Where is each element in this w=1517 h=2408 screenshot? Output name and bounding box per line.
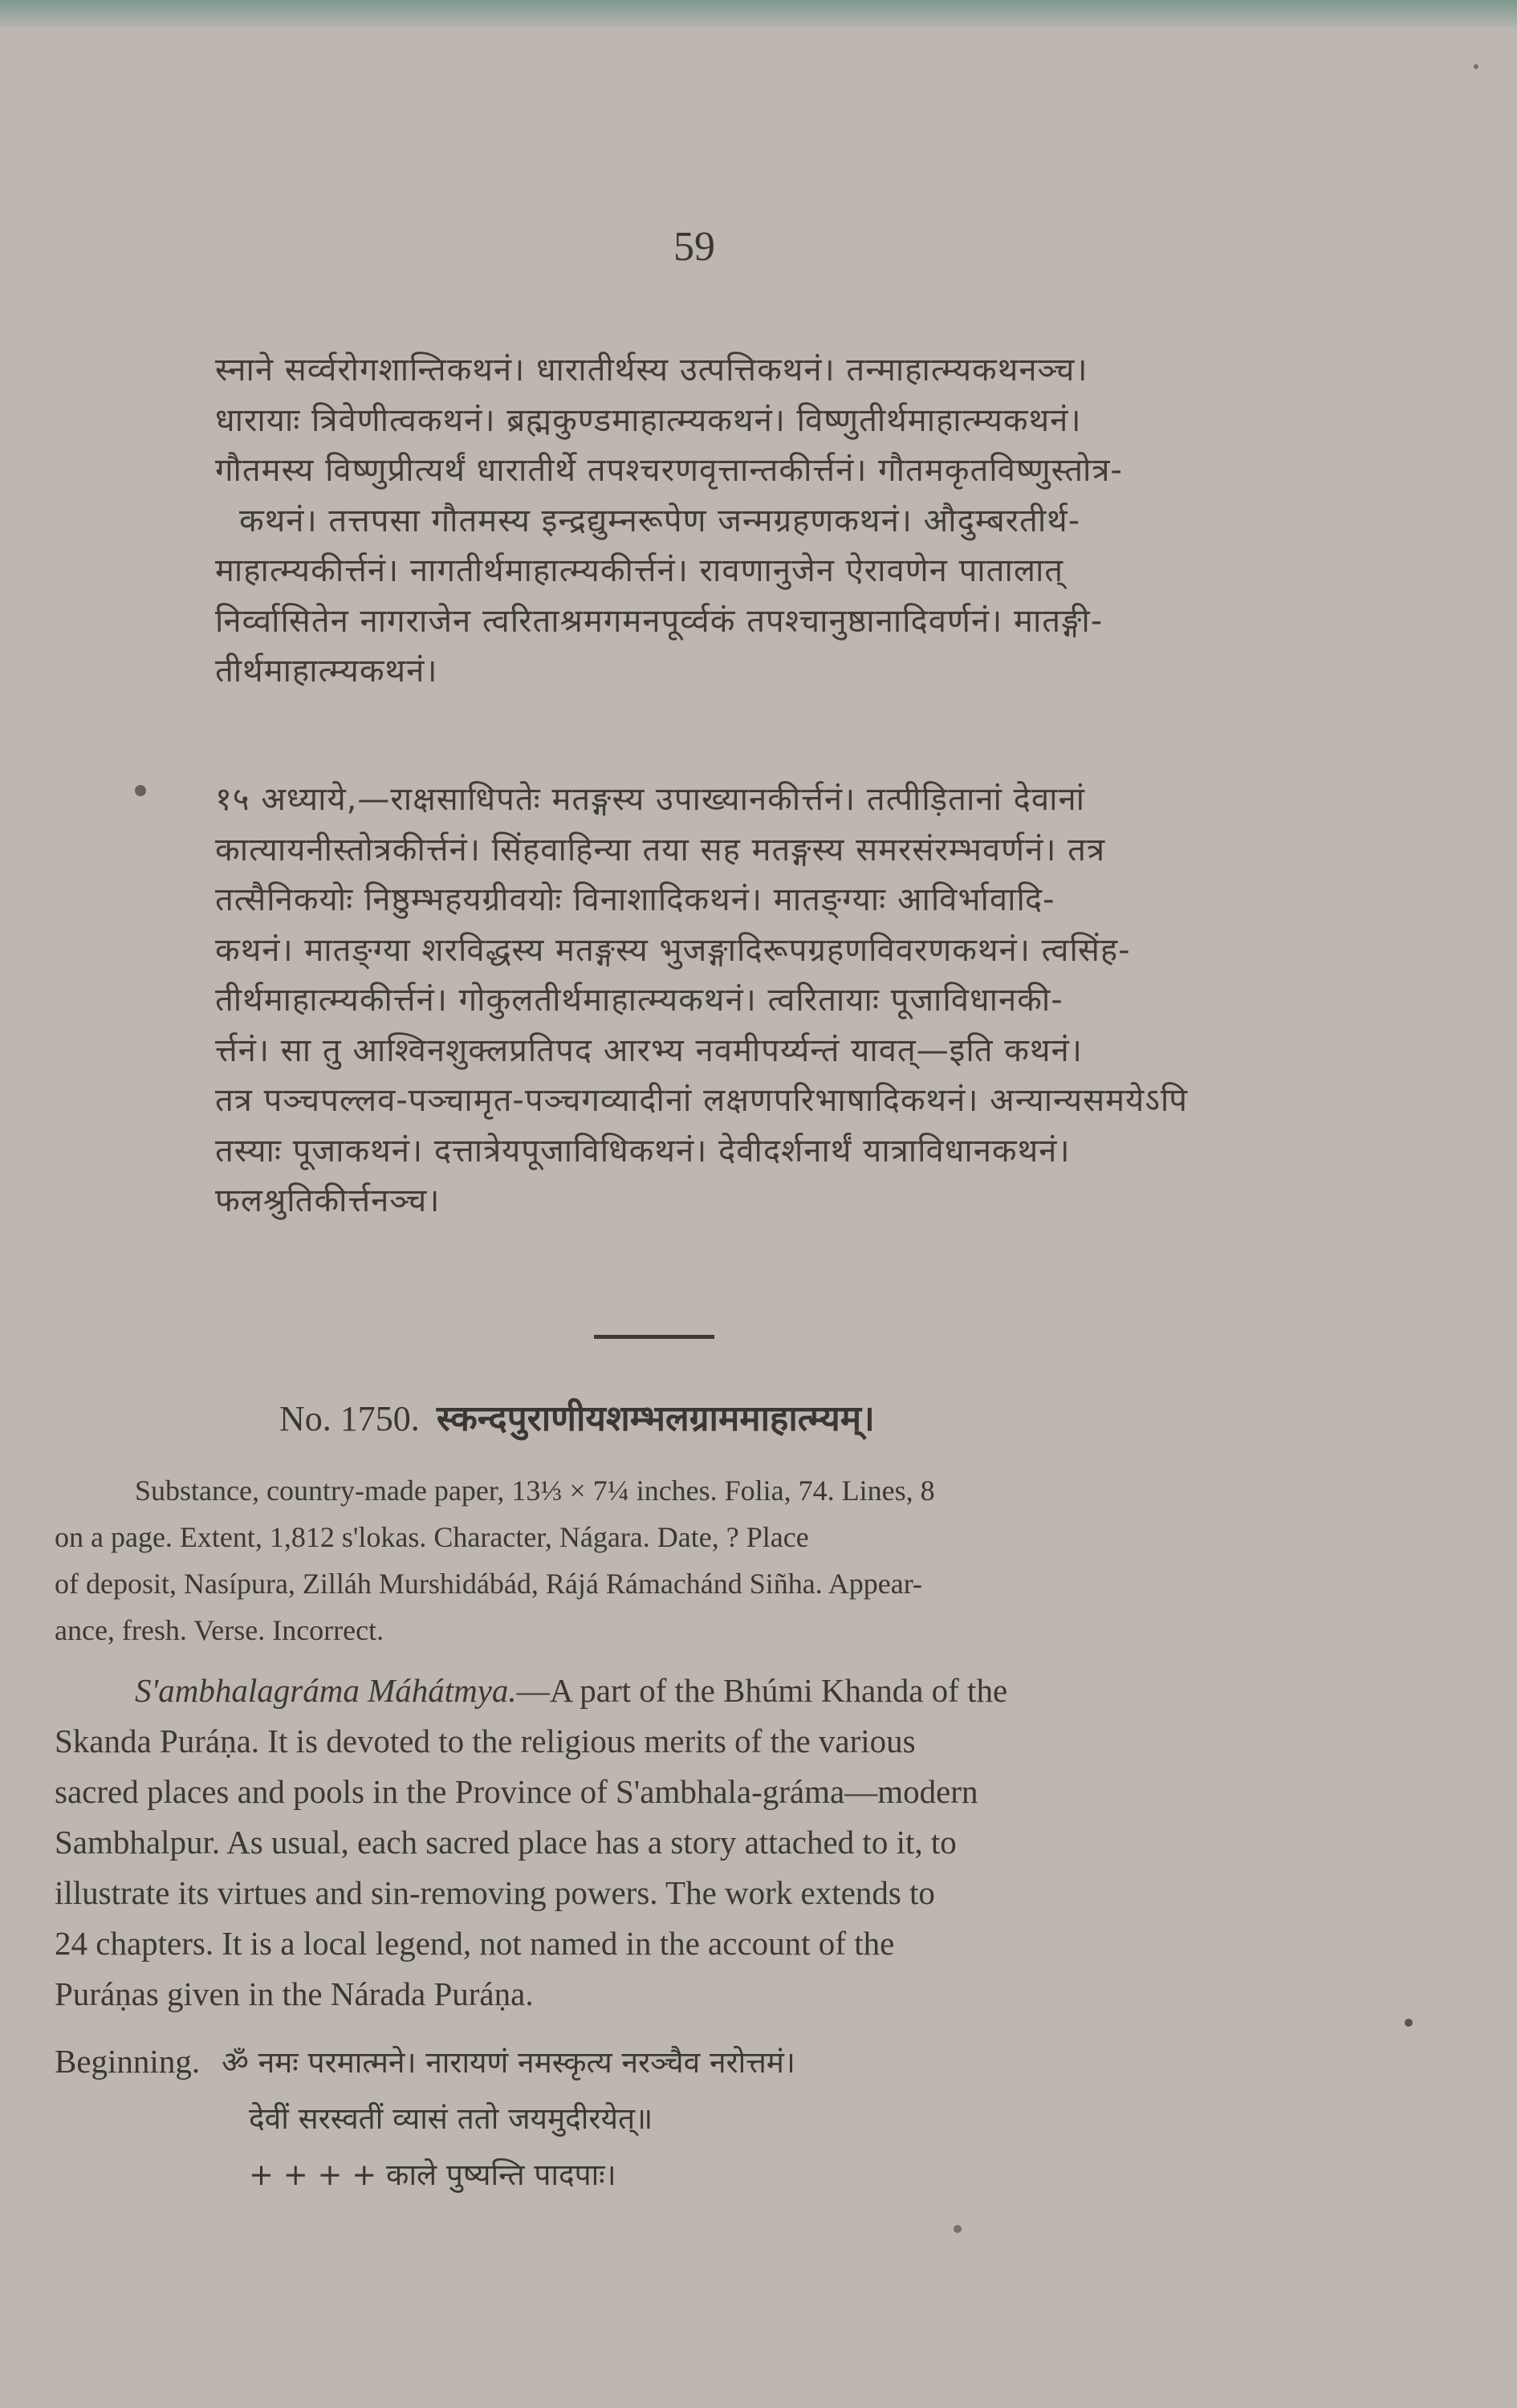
paper-speck — [135, 785, 146, 796]
scan-edge — [0, 0, 1517, 29]
beginning-label: Beginning. — [55, 2043, 201, 2080]
sanskrit-line: र्त्तनं। सा तु आश्विनशुक्लप्रतिपद आरभ्य नवमीपर्य्यन्तं यावत्—इति कथनं। — [215, 1031, 1083, 1069]
verse-line: + + + + काले पुष्यन्ति पादपाः। — [249, 2158, 616, 2192]
substance-paragraph — [55, 1467, 1242, 1653]
beginning-quote — [55, 2040, 795, 2081]
summary-line: Sambhalpur. As usual, each sacred place has a story attached to it, to — [55, 1824, 957, 1861]
verse-line: देवीं सरस्वतीं व्यासं ततो जयमुदीरयेत्॥ — [249, 2101, 653, 2136]
sanskrit-line: फलश्रुतिकीर्त्तनञ्च। — [215, 1182, 441, 1219]
sanskrit-line: धारायाः त्रिवेणीत्वकथनं। ब्रह्मकुण्डमाहात्म्यकथनं। विष्णुतीर्थमाहात्म्यकथनं। — [215, 401, 1082, 439]
section-divider — [594, 1335, 714, 1339]
summary-paragraph — [55, 1666, 1242, 2020]
substance-line: ance, fresh. Verse. Incorrect. — [55, 1614, 384, 1646]
sanskrit-block-chapter-15 — [215, 775, 1259, 1226]
entry-heading — [279, 1393, 1242, 1441]
sanskrit-line: कात्यायनीस्तोत्रकीर्त्तनं। सिंहवाहिन्या तया सह मतङ्गस्य समरसंरम्भवर्णनं। तत्र — [215, 831, 1106, 868]
entry-title: स्कन्दपुराणीयशम्भलग्राममाहात्म्यम्। — [436, 1398, 875, 1439]
summary-line: sacred places and pools in the Province of S'ambhala-gráma—modern — [55, 1773, 978, 1810]
sanskrit-line: तीर्थमाहात्म्यकीर्त्तनं। गोकुलतीर्थमाहात्म्यकथनं। त्वरितायाः पूजाविधानकी- — [215, 982, 1064, 1019]
summary-line: —A part of the Bhúmi Khanda of the — [516, 1672, 1008, 1709]
sanskrit-line: माहात्म्यकीर्त्तनं। नागतीर्थमाहात्म्यकीर्त्तनं। रावणानुजेन ऐरावणेन पातालात् — [215, 552, 1064, 589]
summary-line: Skanda Puráṇa. It is devoted to the religious merits of the various — [55, 1723, 916, 1759]
sanskrit-line: स्नाने सर्व्वरोगशान्तिकथनं। धारातीर्थस्य उत्पत्तिकथनं। तन्माहात्म्यकथनञ्च। — [215, 352, 1088, 388]
verse-line: ॐ नमः परमात्मने। नारायणं नमस्कृत्य नरञ्चैव नरोत्तमं। — [222, 2045, 795, 2080]
sanskrit-line: निर्व्वासितेन नागराजेन त्वरिताश्रमगमनपूर्व्वकं तपश्चानुष्ठानादिवर्णनं। मातङ्गी- — [215, 602, 1104, 640]
sanskrit-block-continued — [215, 345, 1259, 697]
sanskrit-line: कथनं। मातङ्ग्या शरविद्धस्य मतङ्गस्य भुजङ्गादिरूपग्रहणविवरणकथनं। त्वसिंह- — [215, 931, 1131, 969]
summary-line: 24 chapters. It is a local legend, not named in the account of the — [55, 1925, 895, 1962]
page-number: 59 — [673, 224, 715, 270]
substance-line: on a page. Extent, 1,812 s'lokas. Character, Nágara. Date, ? Place — [55, 1521, 809, 1553]
summary-line: Puráṇas given in the Nárada Puráṇa. — [55, 1975, 534, 2012]
summary-first-line — [55, 1666, 1242, 1716]
sanskrit-line: तत्सैनिकयोः निष्ठुम्भहयग्रीवयोः विनाशादिकथनं। मातङ्ग्याः आविर्भावादि- — [215, 881, 1055, 918]
work-title: S'ambhalagráma Máhátmya. — [135, 1672, 517, 1709]
paper-speck — [1474, 64, 1478, 69]
sanskrit-line: तीर्थमाहात्म्यकथनं। — [215, 653, 438, 689]
sanskrit-line: १५ अध्याये,—राक्षसाधिपतेः मतङ्गस्य उपाख्यानकीर्त्तनं। तत्पीड़ितानां देवानां — [215, 781, 1086, 818]
substance-line: of deposit, Nasípura, Zilláh Murshidábád, Rájá Rámachánd Siñha. Appear- — [55, 1568, 923, 1600]
paper-speck — [1405, 2019, 1413, 2027]
sanskrit-line: कथनं। तत्तपसा गौतमस्य इन्द्रद्युम्नरूपेण जन्मग्रहणकथनं। औदुम्बरतीर्थ- — [239, 502, 1081, 539]
summary-line: illustrate its virtues and sin-removing powers. The work extends to — [55, 1874, 935, 1911]
sanskrit-line: गौतमस्य विष्णुप्रीत्यर्थं धारातीर्थे तपश्चरणवृत्तान्तकीर्त्तनं। गौतमकृतविष्णुस्तोत्र- — [215, 452, 1123, 489]
sanskrit-line: तस्याः पूजाकथनं। दत्तात्रेयपूजाविधिकथनं। देवीदर्शनार्थं यात्राविधानकथनं। — [215, 1132, 1071, 1169]
paper-speck — [954, 2225, 962, 2233]
sanskrit-line: तत्र पञ्चपल्लव-पञ्चामृत-पञ्चगव्यादीनां लक्षणपरिभाषादिकथनं। अन्यान्यसमयेऽपि — [215, 1082, 1189, 1119]
substance-line: Substance, country-made paper, 13⅓ × 7¼ inches. Folia, 74. Lines, 8 — [135, 1474, 935, 1507]
entry-number: No. 1750. — [279, 1399, 420, 1438]
